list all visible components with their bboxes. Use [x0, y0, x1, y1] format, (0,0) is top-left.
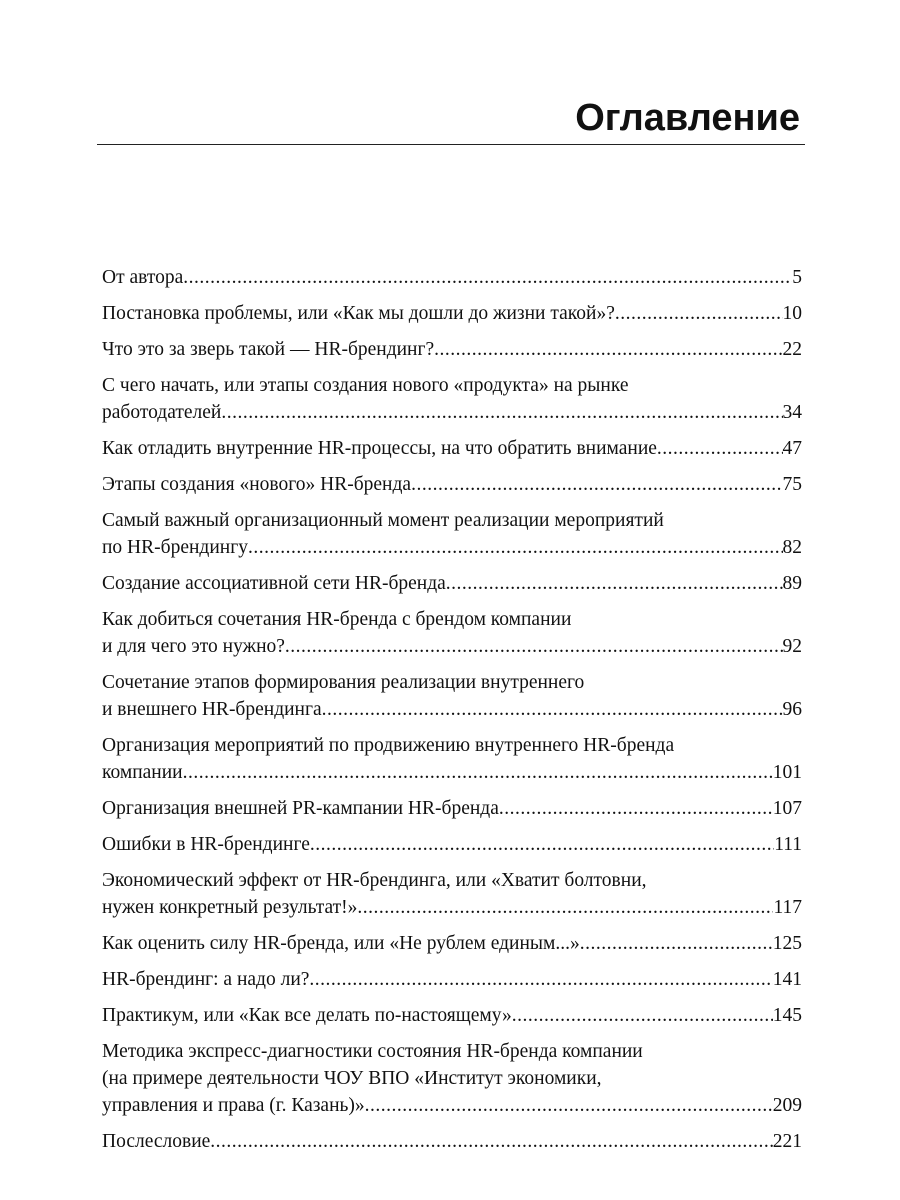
toc-entry	[102, 300, 802, 327]
toc-page-number: 75	[782, 474, 802, 495]
dot-leader	[248, 534, 783, 561]
toc-page-number: 92	[782, 636, 802, 657]
toc-entry	[102, 1002, 802, 1029]
toc-entry-last-line	[102, 633, 802, 660]
toc-entry	[102, 1128, 802, 1155]
toc-entry-title-line: Ошибки в HR-брендинге	[102, 834, 310, 855]
dot-leader	[580, 930, 773, 957]
toc-page-number: 145	[772, 1005, 802, 1026]
toc-page-number: 5	[792, 267, 802, 288]
toc-entry-last-line	[102, 435, 802, 462]
toc-entry-title-line: управления и права (г. Казань)»	[102, 1095, 365, 1116]
toc-entry-title-line: нужен конкретный результат!»	[102, 897, 358, 918]
toc-entry-title-line: Методика экспресс-диагностики состояния HR-бренда компании	[102, 1041, 643, 1062]
toc-page-number: 209	[772, 1095, 802, 1116]
toc-entry-title-line: Сочетание этапов формирования реализации внутреннего	[102, 672, 585, 693]
toc-page-number: 107	[772, 798, 802, 819]
toc-entry-title-line: Практикум, или «Как все делать по-настоящему»	[102, 1005, 512, 1026]
dot-leader	[221, 399, 782, 426]
dot-leader	[183, 759, 773, 786]
toc-entry-title-line: HR-брендинг: а надо ли?	[102, 969, 310, 990]
toc-entry-title-line: и для чего это нужно?	[102, 636, 285, 657]
toc-page-number: 111	[774, 834, 802, 855]
toc-page-number: 22	[782, 339, 802, 360]
toc-page-number: 82	[782, 537, 802, 558]
toc-entry-title-line: компании	[102, 762, 183, 783]
toc-entry-title-line: Организация внешней PR-кампании HR-бренда	[102, 798, 499, 819]
toc-entry-title-line: Что это за зверь такой — HR-брендинг?	[102, 339, 435, 360]
dot-leader	[183, 264, 792, 291]
dot-leader	[210, 1128, 772, 1155]
toc-page-number: 89	[782, 573, 802, 594]
toc-entry-last-line	[102, 336, 802, 363]
toc-entry-last-line	[102, 1092, 802, 1119]
dot-leader	[357, 894, 773, 921]
toc-entry-last-line	[102, 966, 802, 993]
toc-page-number: 117	[773, 897, 802, 918]
dot-leader	[365, 1092, 773, 1119]
toc-entry-title-line: работодателей	[102, 402, 222, 423]
toc-entry-title-line: Постановка проблемы, или «Как мы дошли до жизни такой»?	[102, 303, 615, 324]
dot-leader	[499, 795, 773, 822]
toc-entry	[102, 471, 802, 498]
toc-entry	[102, 867, 802, 921]
toc-entry	[102, 507, 802, 561]
toc-entry-last-line	[102, 831, 802, 858]
toc-entry-title-line: Как оценить силу HR-бренда, или «Не рублем единым...»	[102, 933, 580, 954]
toc-entry-title-line: Как добиться сочетания HR-бренда с брендом компании	[102, 609, 572, 630]
toc-entry	[102, 831, 802, 858]
toc-entry-title-line: по HR-брендингу	[102, 537, 248, 558]
toc-entry-title-line: Послесловие	[102, 1131, 211, 1152]
dot-leader	[657, 435, 783, 462]
toc-page-number: 101	[772, 762, 802, 783]
page-title: Оглавление	[575, 97, 800, 139]
toc-entry-last-line	[102, 795, 802, 822]
toc-entry	[102, 669, 802, 723]
toc-entry	[102, 966, 802, 993]
toc-page-number: 125	[772, 933, 802, 954]
toc-entry-last-line	[102, 264, 802, 291]
dot-leader	[446, 570, 783, 597]
toc-entry-title-line: Самый важный организационный момент реализации мероприятий	[102, 510, 664, 531]
toc-entry	[102, 606, 802, 660]
toc-entry-last-line	[102, 1002, 802, 1029]
toc-entry-last-line	[102, 894, 802, 921]
toc-entry-last-line	[102, 570, 802, 597]
dot-leader	[322, 696, 783, 723]
toc-entry-last-line	[102, 696, 802, 723]
toc-entry-title-line: (на примере деятельности ЧОУ ВПО «Институт экономики,	[102, 1068, 602, 1089]
toc-entry	[102, 570, 802, 597]
toc-entry-title-line: Как отладить внутренние HR-процессы, на что обратить внимание	[102, 438, 657, 459]
toc-entry-title-line: Этапы создания «нового» HR-бренда	[102, 474, 412, 495]
toc-entry-last-line	[102, 399, 802, 426]
toc-entry	[102, 795, 802, 822]
toc-entry-last-line	[102, 534, 802, 561]
toc-page-number: 10	[782, 303, 802, 324]
toc-entry	[102, 264, 802, 291]
toc-entry-title-line: Экономический эффект от HR-брендинга, или «Хватит болтовни,	[102, 870, 647, 891]
dot-leader	[285, 633, 783, 660]
toc-entry	[102, 1038, 802, 1119]
toc-entry-last-line	[102, 300, 802, 327]
dot-leader	[310, 831, 774, 858]
dot-leader	[309, 966, 772, 993]
dot-leader	[411, 471, 782, 498]
toc-entry-last-line	[102, 471, 802, 498]
toc-page-number: 47	[782, 438, 802, 459]
toc-entry	[102, 930, 802, 957]
title-underline	[97, 144, 805, 145]
table-of-contents	[102, 264, 802, 1164]
toc-entry	[102, 435, 802, 462]
toc-entry-title-line: С чего начать, или этапы создания нового «продукта» на рынке	[102, 375, 629, 396]
toc-entry-last-line	[102, 930, 802, 957]
toc-page-number: 34	[782, 402, 802, 423]
dot-leader	[434, 336, 782, 363]
toc-entry	[102, 372, 802, 426]
toc-page-number: 96	[782, 699, 802, 720]
toc-entry-last-line	[102, 759, 802, 786]
toc-page-number: 141	[772, 969, 802, 990]
toc-entry	[102, 336, 802, 363]
toc-page-number: 221	[772, 1131, 802, 1152]
dot-leader	[615, 300, 783, 327]
toc-entry-title-line: Создание ассоциативной сети HR-бренда	[102, 573, 446, 594]
toc-entry-title-line: От автора	[102, 267, 184, 288]
toc-entry-title-line: и внешнего HR-брендинга	[102, 699, 322, 720]
dot-leader	[512, 1002, 773, 1029]
toc-entry-last-line	[102, 1128, 802, 1155]
toc-entry-title-line: Организация мероприятий по продвижению внутреннего HR-бренда	[102, 735, 675, 756]
toc-entry	[102, 732, 802, 786]
